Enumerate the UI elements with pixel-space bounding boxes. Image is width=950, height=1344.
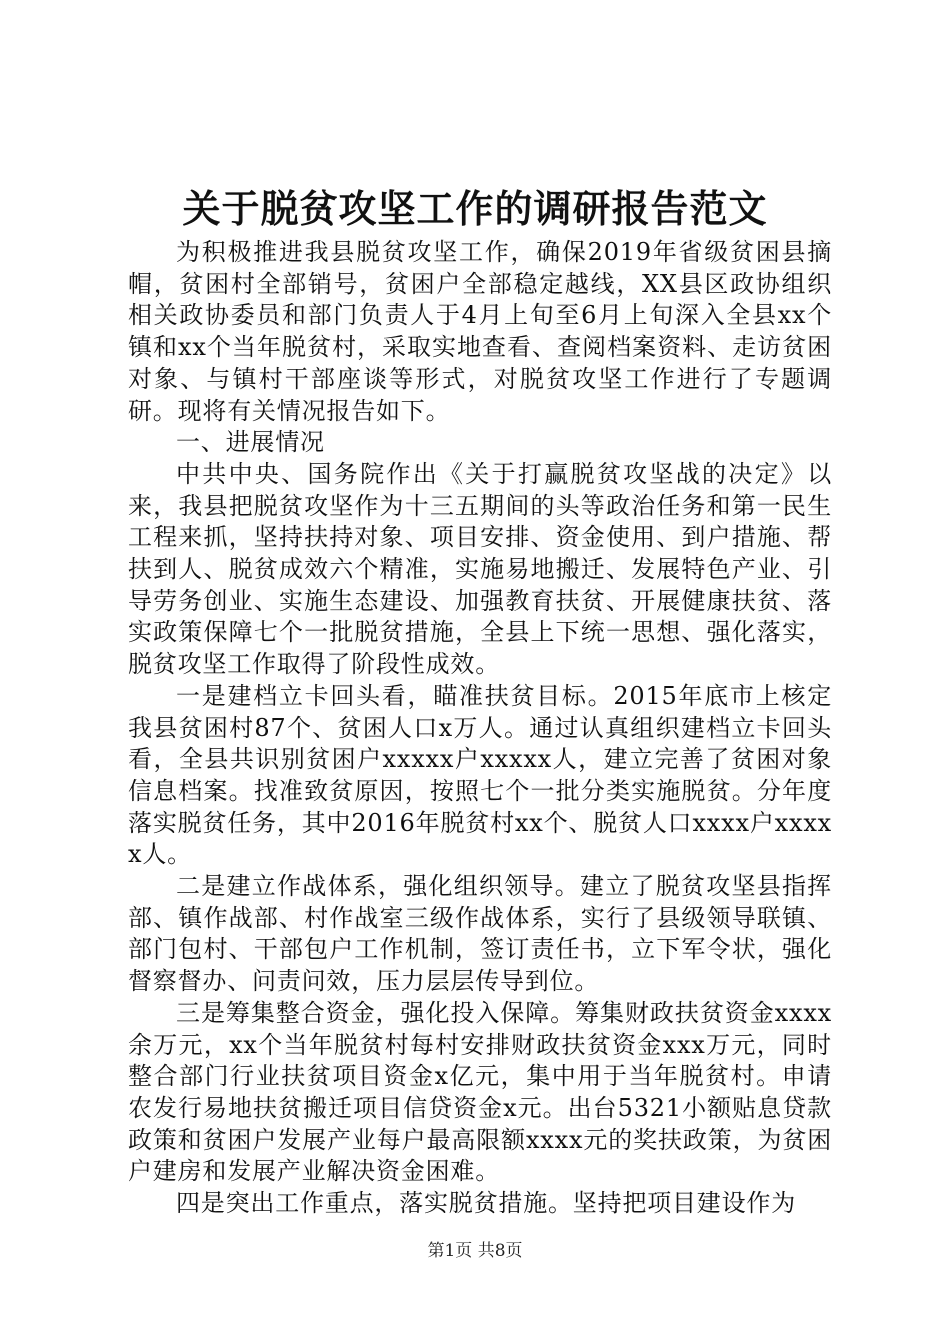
page-number-footer: 第1页 共8页 <box>427 1241 523 1261</box>
point-two-paragraph: 二是建立作战体系，强化组织领导。建立了脱贫攻坚县指挥部、镇作战部、村作战室三级作战体系，实行了县级领导联镇、部门包村、干部包户工作机制，签订责任书，立下军令状，强化督察督办、问责问效，压力层层传导到位。 <box>128 872 832 996</box>
progress-overview-paragraph: 中共中央、国务院作出《关于打赢脱贫攻坚战的决定》以来，我县把脱贫攻坚作为十三五期间的头等政治任务和第一民生工程来抓，坚持扶持对象、项目安排、资金使用、到户措施、帮扶到人、脱贫成效六个精准，实施易地搬迁、发展特色产业、引导劳务创业、实施生态建设、加强教育扶贫、开展健康扶贫、落实政策保障七个一批脱贫措施，全县上下统一思想、强化落实，脱贫攻坚工作取得了阶段性成效。 <box>128 459 832 679</box>
section-heading-progress: 一、进展情况 <box>176 428 325 457</box>
intro-paragraph: 为积极推进我县脱贫攻坚工作，确保2019年省级贫困县摘帽，贫困村全部销号，贫困户全部稳定越线，XX县区政协组织相关政协委员和部门负责人于4月上旬至6月上旬深入全县xx个镇和xx个当年脱贫村，采取实地查看、查阅档案资料、走访贫困对象、与镇村干部座谈等形式，对脱贫攻坚工作进行了专题调研。现将有关情况报告如下。 <box>128 238 832 425</box>
point-three-paragraph: 三是筹集整合资金，强化投入保障。筹集财政扶贫资金xxxx余万元，xx个当年脱贫村每村安排财政扶贫资金xxx万元，同时整合部门行业扶贫项目资金x亿元，集中用于当年脱贫村。申请农发行易地扶贫搬迁项目信贷资金x元。出台5321小额贴息贷款政策和贫困户发展产业每户最高限额xxxx元的奖扶政策，为贫困户建房和发展产业解决资金困难。 <box>128 998 832 1186</box>
document-body <box>128 237 832 1220</box>
point-four-paragraph: 四是突出工作重点，落实脱贫措施。坚持把项目建设作为 <box>176 1189 796 1218</box>
document-title: 关于脱贫攻坚工作的调研报告范文 <box>182 186 768 231</box>
point-one-paragraph: 一是建档立卡回头看，瞄准扶贫目标。2015年底市上核定我县贫困村87个、贫困人口x万人。通过认真组织建档立卡回头看，全县共识别贫困户xxxxx户xxxxx人，建立完善了贫困对象信息档案。找准致贫原因，按照七个一批分类实施脱贫。分年度落实脱贫任务，其中2016年脱贫村xx个、脱贫人口xxxx户xxxxx人。 <box>128 681 832 869</box>
